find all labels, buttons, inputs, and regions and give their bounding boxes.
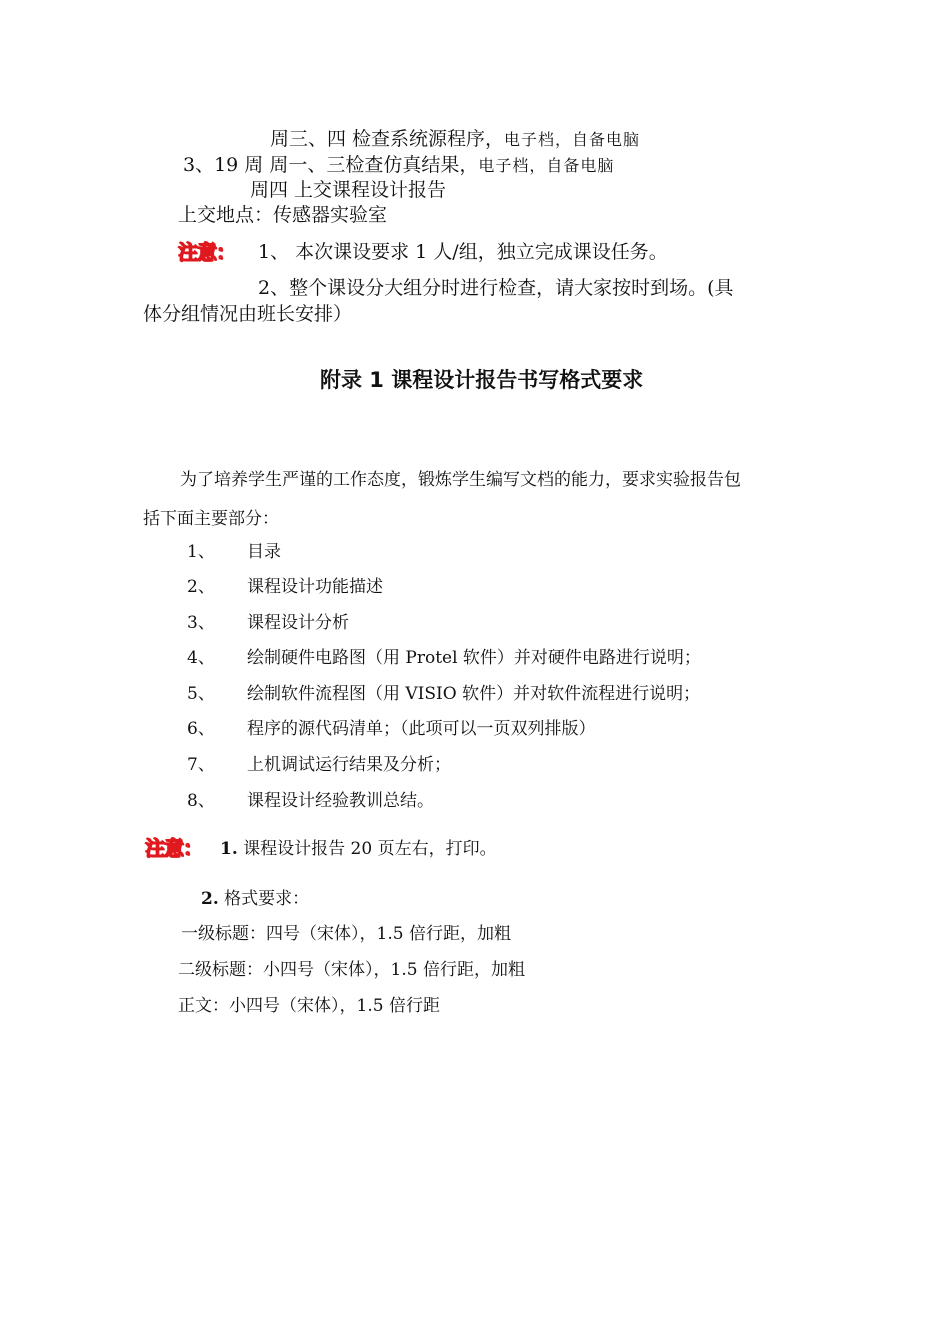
list-item-number: 4、 [187, 648, 215, 668]
list-item-number: 6、 [187, 719, 215, 739]
list-item [187, 572, 383, 597]
appendix-intro-line-2: 括下面主要部分： [143, 509, 279, 529]
format-heading-1: 一级标题：四号（宋体），1.5 倍行距，加粗 [181, 924, 511, 944]
format-body: 正文：小四号（宋体），1.5 倍行距 [178, 996, 440, 1016]
list-item-text: 课程设计分析 [247, 613, 349, 633]
notice-1-item-1: 1、 本次课设要求 1 人/组，独立完成课设任务。 [258, 241, 668, 263]
list-item-text: 程序的源代码清单；（此项可以一页双列排版） [247, 719, 596, 739]
list-item [187, 786, 434, 811]
list-item-number: 1、 [187, 542, 215, 562]
requirement-1 [220, 834, 497, 859]
format-heading-2: 二级标题：小四号（宋体），1.5 倍行距，加粗 [178, 960, 525, 980]
list-item [187, 750, 451, 775]
list-item-text: 目录 [247, 542, 281, 562]
list-item-number: 5、 [187, 684, 215, 704]
list-item [187, 643, 701, 668]
list-item-text: 上机调试运行结果及分析； [247, 755, 451, 775]
schedule-line-1-main: 周三、四 检查系统源程序， [270, 128, 505, 150]
list-item [187, 679, 700, 704]
schedule-line-3: 周四 上交课程设计报告 [250, 179, 447, 201]
notice-1-item-2-line-2: 体分组情况由班长安排） [143, 303, 353, 325]
appendix-title: 附录 1 课程设计报告书写格式要求 [320, 368, 644, 392]
list-item [187, 608, 349, 633]
requirement-2-text: 格式要求： [218, 889, 310, 909]
schedule-line-1 [270, 124, 640, 151]
requirement-1-text: 课程设计报告 20 页左右，打印。 [237, 839, 497, 859]
requirement-2-number: 2. [201, 889, 219, 909]
list-item-number: 7、 [187, 755, 215, 775]
requirement-2 [201, 884, 309, 909]
list-item-text: 课程设计功能描述 [247, 577, 383, 597]
list-item-number: 8、 [187, 791, 215, 811]
notice-1-item-2-line-1: 2、整个课设分大组分时进行检查，请大家按时到场。(具 [258, 277, 734, 299]
appendix-intro-line-1: 为了培养学生严谨的工作态度，锻炼学生编写文档的能力，要求实验报告包 [180, 470, 741, 490]
notice-badge-1: 注意： [178, 240, 235, 264]
schedule-line-2-note: 电子档，自备电脑 [478, 156, 615, 175]
list-item-text: 绘制软件流程图（用 VISIO 软件）并对软件流程进行说明； [247, 684, 701, 704]
schedule-line-2-main: 3、19 周 周一、三检查仿真结果， [183, 154, 479, 176]
notice-badge-2: 注意： [145, 836, 202, 860]
list-item-number: 2、 [187, 577, 215, 597]
list-item [187, 537, 281, 562]
list-item [187, 714, 596, 739]
submit-location: 上交地点：传感器实验室 [178, 204, 388, 226]
list-item-number: 3、 [187, 613, 215, 633]
schedule-line-2 [183, 150, 614, 177]
schedule-line-1-note: 电子档，自备电脑 [504, 130, 641, 149]
requirement-1-number: 1. [220, 839, 238, 859]
list-item-text: 绘制硬件电路图（用 Protel 软件）并对硬件电路进行说明； [247, 648, 701, 668]
list-item-text: 课程设计经验教训总结。 [247, 791, 434, 811]
